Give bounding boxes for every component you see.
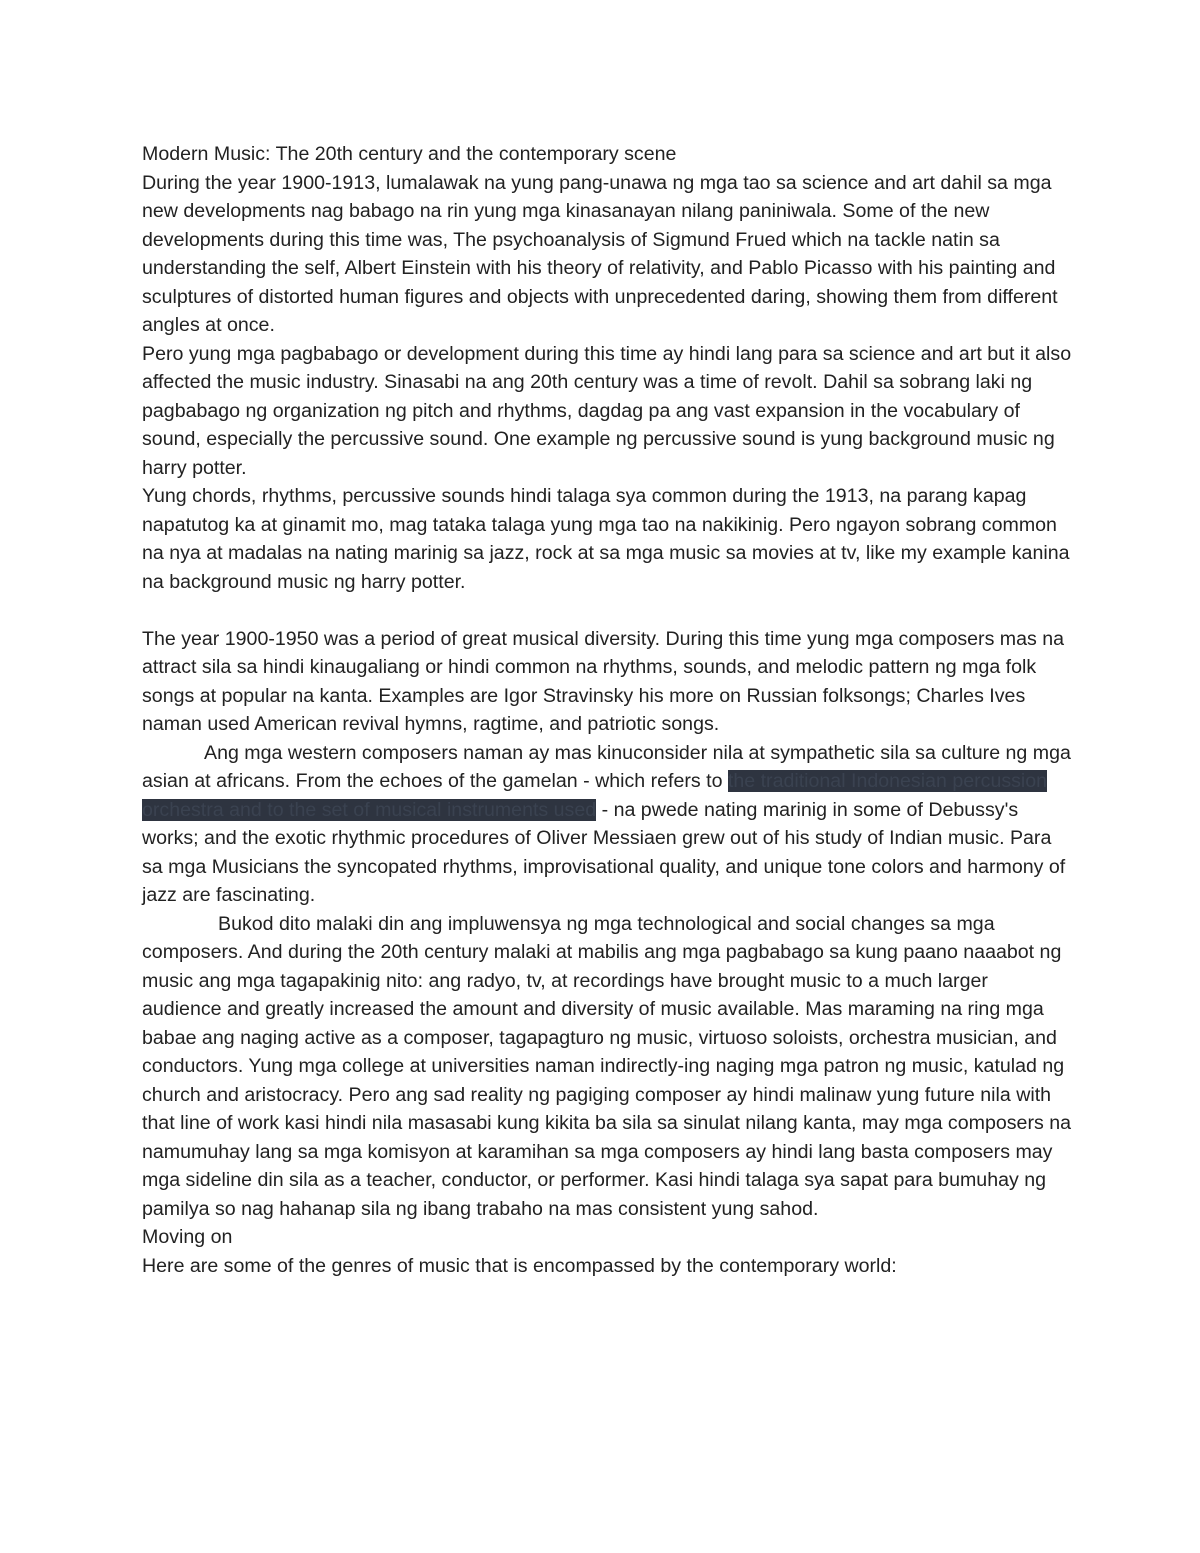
paragraph-5 [142, 739, 1072, 910]
document-page [142, 140, 1072, 1280]
paragraph-1: During the year 1900-1913, lumalawak na yung pang-unawa ng mga tao sa science and art dahil sa mga new developments nag babago na rin yung mga kinasanayan nilang paniniwala. Some of the new developments during this time was, The psychoanalysis of Sigmund Frued which na tackle natin sa understanding the self, Albert Einstein with his theory of relativity, and Pablo Picasso with his painting and sculptures of distorted human figures and objects with unprecedented daring, showing them from different angles at once. [142, 171, 1058, 336]
selected-text-highlight[interactable]: the traditional Indonesian percussion orchestra and to the set of musical instruments used [142, 770, 1048, 821]
paragraph-6: Bukod dito malaki din ang impluwensya ng mga technological and social changes sa mga composers. And during the 20th century malaki at mabilis ang mga pagbabago sa kung paano naaabot ng music ang mga tagapakinig nito: ang radyo, tv, at recordings have brought music to a much larger audience and greatly increased the amount and diversity of music available. Mas maraming na ring mga babae ang naging active as a composer, tagapagturo ng music, virtuoso soloists, orchestra musician, and conductors. Yung mga college at universities naman indirectly-ing naging mga patron ng music, katulad ng church and aristocracy. Pero ang sad reality ng pagiging composer ay hindi malinaw yung future nila with that line of work kasi hindi nila masasabi kung kikita ba sila sa sinulat nilang kanta, may mga composers na namumuhay lang sa mga komisyon at karamihan sa mga composers ay hindi lang basta composers may mga sideline din sila as a teacher, conductor, or performer. Kasi hindi talaga sya sapat para bumuhay ng pamilya so nag hahanap sila ng ibang trabaho na mas consistent yung sahod. [142, 912, 1072, 1220]
paragraph-2: Pero yung mga pagbabago or development during this time ay hindi lang para sa science and art but it also affected the music industry. Sinasabi na ang 20th century was a time of revolt. Dahil sa sobrang laki ng pagbabago ng organization ng pitch and rhythms, dagdag pa ang vast expansion in the vocabulary of sound, especially the percussive sound. One example ng percussive sound is yung background music ng harry potter. [142, 342, 1072, 479]
paragraph-5-end: - na pwede nating marinig in some of Debussy's works; and the exotic rhythmic procedures of Oliver Messiaen grew out of his study of Indian music. Para sa mga Musicians the syncopated rhythms, improvisational quality, and unique tone colors and harmony of jazz are fascinating. [142, 798, 1066, 906]
document-title: Modern Music: The 20th century and the contemporary scene [142, 143, 677, 165]
paragraph-7: Moving on [142, 1226, 233, 1248]
blank-line [142, 596, 1072, 625]
paragraph-4: The year 1900-1950 was a period of great musical diversity. During this time yung mga composers mas na attract sila sa hindi kinaugaliang or hindi common na rhythms, sounds, and melodic pattern ng mga folk songs at popular na kanta. Examples are Igor Stravinsky his more on Russian folksongs; Charles Ives naman used American revival hymns, ragtime, and patriotic songs. [142, 627, 1065, 735]
paragraph-3: Yung chords, rhythms, percussive sounds hindi talaga sya common during the 1913, na parang kapag napatutog ka at ginamit mo, mag tataka talaga yung mga tao na nakikinig. Pero ngayon sobrang common na nya at madalas na nating marinig sa jazz, rock at sa mga music sa movies at tv, like my example kanina na background music ng harry potter. [142, 485, 1070, 593]
paragraph-5-start: Ang mga western composers naman ay mas kinuconsider nila at sympathetic sila sa culture ng mga asian at africans. From the echoes of the gamelan - which refers to [142, 741, 1071, 792]
paragraph-8: Here are some of the genres of music that is encompassed by the contemporary world: [142, 1254, 897, 1277]
